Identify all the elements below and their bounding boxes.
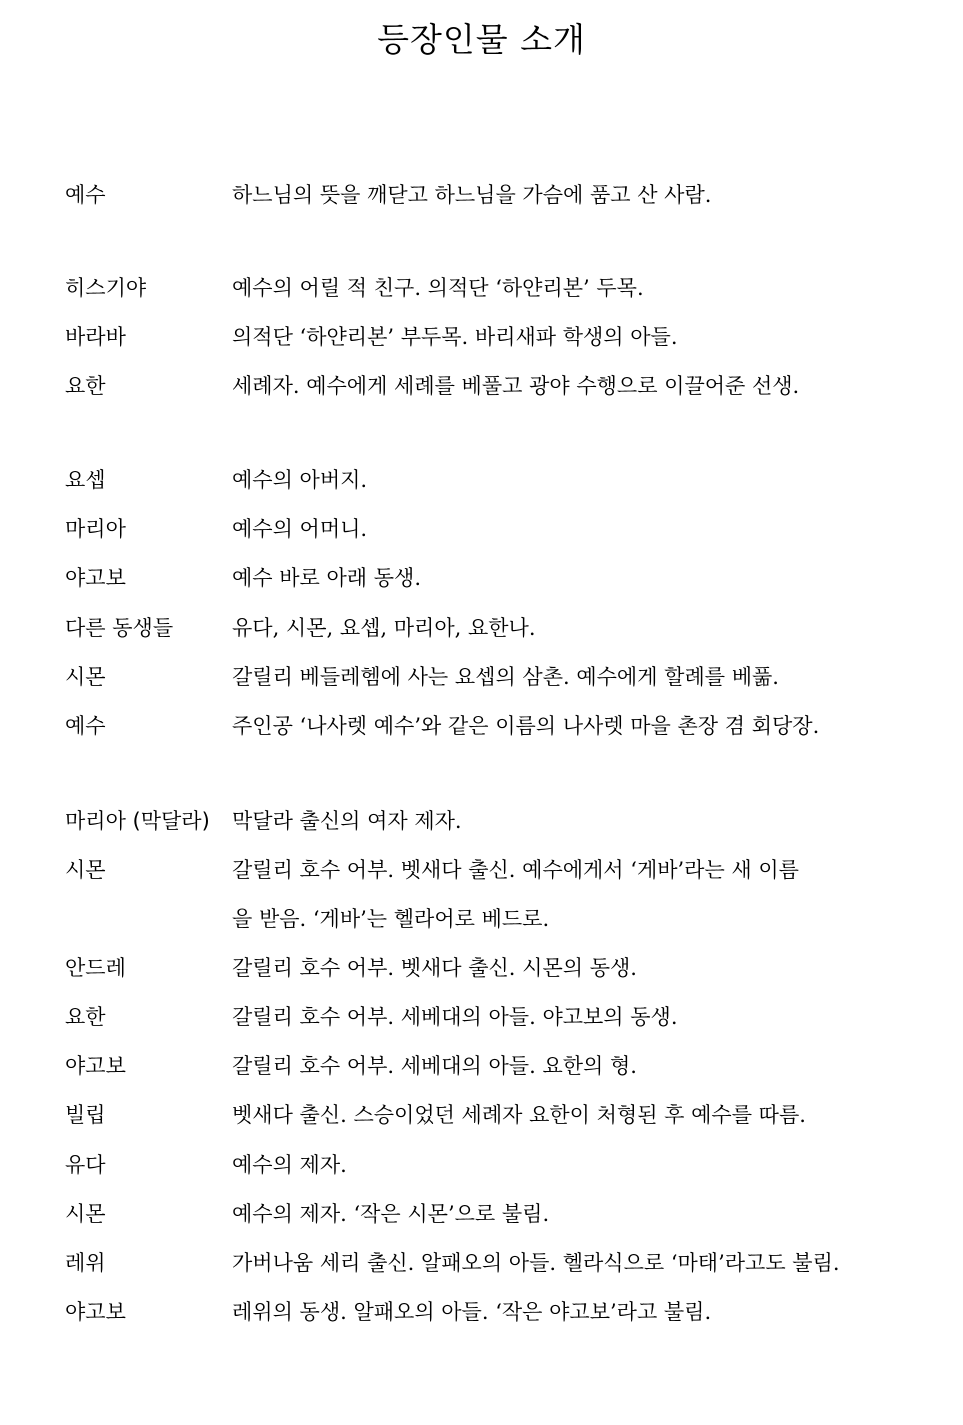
character-name: 예수 xyxy=(65,714,106,738)
character-description: 예수의 어머니. xyxy=(232,517,368,541)
character-description: 갈릴리 베들레헴에 사는 요셉의 삼촌. 예수에게 할례를 베풂. xyxy=(232,665,779,689)
character-name: 바라바 xyxy=(65,325,126,349)
character-row xyxy=(65,463,925,503)
character-name: 유다 xyxy=(65,1153,106,1177)
character-row xyxy=(65,1000,925,1040)
character-row xyxy=(65,178,925,218)
character-description: 예수의 제자. ‘작은 시몬’으로 불림. xyxy=(232,1202,550,1226)
character-name: 마리아 xyxy=(65,517,126,541)
page-title: 등장인물 소개 xyxy=(377,20,586,59)
character-name: 히스기야 xyxy=(65,276,147,300)
character-row xyxy=(65,709,925,749)
character-description: 예수의 아버지. xyxy=(232,468,368,492)
character-row xyxy=(65,561,925,601)
character-row-continuation xyxy=(65,902,925,942)
character-name: 요셉 xyxy=(65,468,106,492)
character-description: 갈릴리 호수 어부. 벳새다 출신. 예수에게서 ‘게바’라는 새 이름 xyxy=(232,858,799,882)
character-description: 예수의 어릴 적 친구. 의적단 ‘하얀리본’ 두목. xyxy=(232,276,644,300)
character-name: 레위 xyxy=(65,1251,106,1275)
character-description: 의적단 ‘하얀리본’ 부두목. 바리새파 학생의 아들. xyxy=(232,325,678,349)
character-name: 시몬 xyxy=(65,858,106,882)
character-row xyxy=(65,1148,925,1188)
character-name: 시몬 xyxy=(65,665,106,689)
character-row xyxy=(65,271,925,311)
character-description: 예수의 제자. xyxy=(232,1153,347,1177)
character-description: 갈릴리 호수 어부. 세베대의 아들. 요한의 형. xyxy=(232,1054,637,1078)
character-name: 요한 xyxy=(65,374,106,398)
character-row xyxy=(65,853,925,893)
character-row xyxy=(65,1246,925,1286)
character-row xyxy=(65,804,925,844)
character-description: 세례자. 예수에게 세례를 베풀고 광야 수행으로 이끌어준 선생. xyxy=(232,374,800,398)
character-name: 요한 xyxy=(65,1005,106,1029)
character-name: 안드레 xyxy=(65,956,126,980)
character-name: 야고보 xyxy=(65,1300,126,1324)
character-description: 주인공 ‘나사렛 예수’와 같은 이름의 나사렛 마을 촌장 겸 회당장. xyxy=(232,714,820,738)
character-row xyxy=(65,369,925,409)
character-name: 시몬 xyxy=(65,1202,106,1226)
character-row xyxy=(65,611,925,651)
character-description: 갈릴리 호수 어부. 벳새다 출신. 시몬의 동생. xyxy=(232,956,637,980)
character-description: 가버나움 세리 출신. 알패오의 아들. 헬라식으로 ‘마태’라고도 불림. xyxy=(232,1251,840,1275)
character-description: 레위의 동생. 알패오의 아들. ‘작은 야고보’라고 불림. xyxy=(232,1300,712,1324)
character-row xyxy=(65,512,925,552)
character-row xyxy=(65,660,925,700)
character-name: 야고보 xyxy=(65,566,126,590)
character-name: 예수 xyxy=(65,183,106,207)
character-row xyxy=(65,1049,925,1089)
character-name: 빌립 xyxy=(65,1103,106,1127)
character-name: 마리아 (막달라) xyxy=(65,809,210,833)
character-name: 다른 동생들 xyxy=(65,616,174,640)
character-description: 막달라 출신의 여자 제자. xyxy=(232,809,462,833)
character-row xyxy=(65,1295,925,1335)
character-description: 하느님의 뜻을 깨닫고 하느님을 가슴에 품고 산 사람. xyxy=(232,183,712,207)
character-row xyxy=(65,951,925,991)
character-description: 갈릴리 호수 어부. 세베대의 아들. 야고보의 동생. xyxy=(232,1005,678,1029)
character-description: 벳새다 출신. 스승이었던 세례자 요한이 처형된 후 예수를 따름. xyxy=(232,1103,806,1127)
character-description: 을 받음. ‘게바’는 헬라어로 베드로. xyxy=(232,907,550,931)
character-description: 유다, 시몬, 요셉, 마리아, 요한나. xyxy=(232,616,536,640)
character-row xyxy=(65,320,925,360)
character-row xyxy=(65,1197,925,1237)
character-row xyxy=(65,1098,925,1138)
character-name: 야고보 xyxy=(65,1054,126,1078)
character-description: 예수 바로 아래 동생. xyxy=(232,566,421,590)
